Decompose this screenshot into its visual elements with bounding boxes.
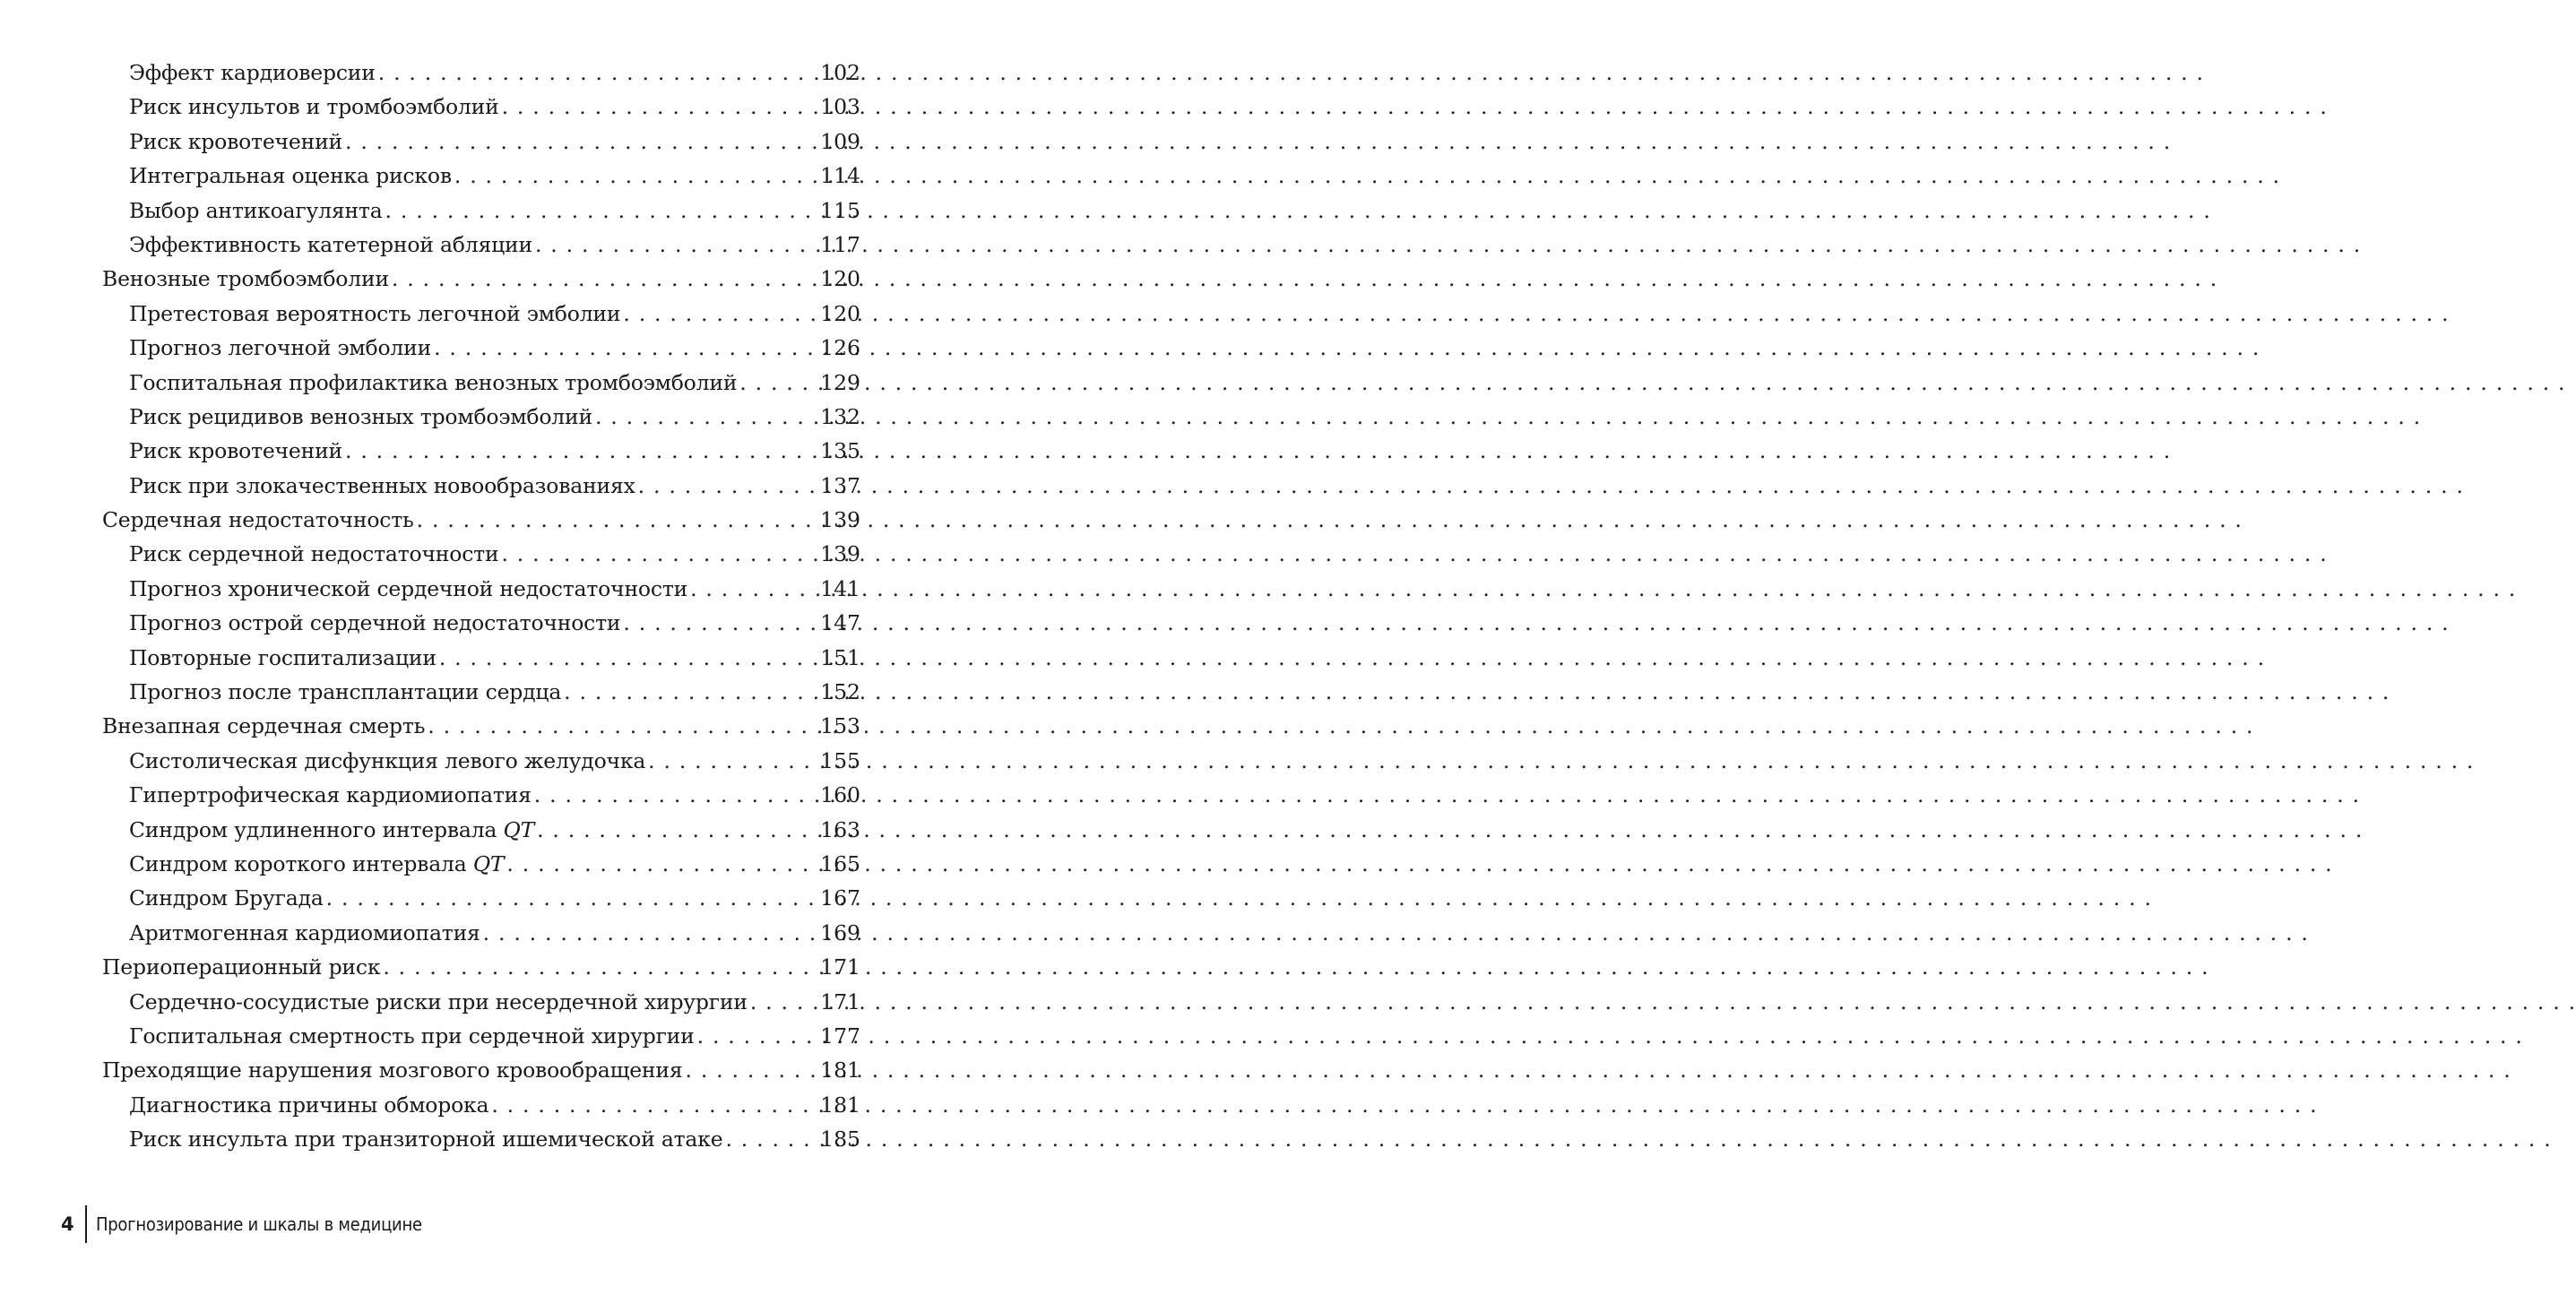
toc-dot-leader xyxy=(685,1053,817,1087)
toc-dot-leader xyxy=(491,1088,817,1122)
toc-subsection xyxy=(102,159,860,193)
toc-dot-leader xyxy=(383,950,817,984)
toc-dot-leader xyxy=(378,56,817,90)
toc-subsection xyxy=(102,1122,860,1156)
toc-entry-title: Внезапная сердечная смерть xyxy=(102,713,426,739)
toc-entry-title: Сердечно-сосудистые риски при несердечной хирургии xyxy=(129,988,748,1014)
toc-subsection xyxy=(102,641,860,675)
toc-subsection xyxy=(102,1088,860,1122)
toc-entry-page: 109 xyxy=(820,128,860,154)
toc-subsection xyxy=(102,606,860,640)
toc-entry-title: Риск кровотечений xyxy=(129,128,342,154)
toc-entry-page: 153 xyxy=(820,713,860,739)
toc-dot-leader xyxy=(326,881,817,915)
toc-dot-leader xyxy=(534,778,817,812)
toc-dot-leader xyxy=(454,159,817,193)
toc-subsection xyxy=(102,228,860,262)
toc-entry-title: Систолическая дисфункция левого желудочка xyxy=(129,747,646,773)
toc-entry-title: Госпитальная профилактика венозных тромбоэмболий xyxy=(129,369,738,395)
toc-entry-page: 120 xyxy=(820,300,860,326)
toc-section xyxy=(102,709,860,743)
toc-dot-leader xyxy=(428,709,817,743)
toc-subsection xyxy=(102,125,860,159)
toc-dot-leader xyxy=(739,366,817,400)
toc-entry-page: 120 xyxy=(820,266,860,292)
toc-entry-page: 152 xyxy=(820,679,860,705)
toc-entry-page: 102 xyxy=(820,60,860,85)
toc-dot-leader xyxy=(385,194,818,228)
toc-subsection xyxy=(102,297,860,331)
footer-divider xyxy=(85,1205,87,1243)
footer-page-number: 4 xyxy=(61,1213,74,1235)
toc-dot-leader xyxy=(750,985,817,1019)
toc-entry-title: Венозные тромбоэмболии xyxy=(102,266,389,292)
toc-subsection xyxy=(102,331,860,365)
toc-subsection xyxy=(102,434,860,468)
toc-entry-page: 160 xyxy=(820,782,860,808)
toc-dot-leader xyxy=(483,916,817,950)
toc-subsection xyxy=(102,56,860,90)
toc-dot-leader xyxy=(648,744,817,778)
toc-entry-title: Эффективность катетерной абляции xyxy=(129,231,532,257)
toc-dot-leader xyxy=(690,572,817,606)
toc-dot-leader xyxy=(439,641,817,675)
toc-entry-title: Риск инсультов и тромбоэмболий xyxy=(129,94,499,120)
toc-entry-title: Риск сердечной недостаточности xyxy=(129,541,499,567)
toc-subsection xyxy=(102,400,860,434)
toc-subsection xyxy=(102,469,860,503)
page-footer xyxy=(61,1206,458,1242)
toc-entry-page: 115 xyxy=(820,197,860,223)
toc-section xyxy=(102,950,860,984)
toc-subsection xyxy=(102,744,860,778)
toc-entry-page: 126 xyxy=(820,335,860,361)
toc-entry-title: Риск при злокачественных новообразованиях xyxy=(129,472,635,498)
toc-dot-leader xyxy=(501,537,817,571)
toc-entry-title: Прогноз хронической сердечной недостаточности xyxy=(129,575,688,601)
toc-dot-leader xyxy=(564,675,817,709)
toc-entry-page: 177 xyxy=(820,1023,860,1049)
toc-entry-page: 129 xyxy=(820,369,860,395)
toc-subsection xyxy=(102,847,860,881)
toc-subsection xyxy=(102,916,860,950)
toc-entry-title: Выбор антикоагулянта xyxy=(129,197,383,223)
toc-entry-title: Периоперационный риск xyxy=(102,954,381,980)
toc-entry-page: 171 xyxy=(820,988,860,1014)
toc-entry-page: 181 xyxy=(820,1092,860,1118)
toc-entry-title: Госпитальная смертность при сердечной хирургии xyxy=(129,1023,695,1049)
footer-book-title: Прогнозирование и шкалы в медицине xyxy=(95,1213,422,1235)
toc-entry-title: Риск кровотечений xyxy=(129,438,342,464)
toc-entry-page: 114 xyxy=(820,163,860,189)
toc-section xyxy=(102,1053,860,1087)
toc-entry-title: Преходящие нарушения мозгового кровообращения xyxy=(102,1057,683,1083)
toc-dot-leader xyxy=(502,90,818,124)
toc-dot-leader xyxy=(725,1122,817,1156)
toc-dot-leader xyxy=(623,606,817,640)
toc-entry-page: 181 xyxy=(820,1057,860,1083)
toc-entry-page: 185 xyxy=(820,1126,860,1152)
toc-subsection xyxy=(102,985,860,1019)
toc-entry-page: 139 xyxy=(820,541,860,567)
toc-subsection xyxy=(102,881,860,915)
toc-entry-page: 103 xyxy=(820,94,860,120)
toc-entry-title: Прогноз острой сердечной недостаточности xyxy=(129,610,621,636)
toc-entry-title: Синдром короткого интервала QT xyxy=(129,850,505,876)
toc-entry-title: Диагностика причины обморока xyxy=(129,1092,489,1118)
toc-entry-title: Риск рецидивов венозных тромбоэмболий xyxy=(129,403,592,429)
toc-entry-title: Риск инсульта при транзиторной ишемической атаке xyxy=(129,1126,723,1152)
toc-entry-title: Прогноз после трансплантации сердца xyxy=(129,679,562,705)
toc-section xyxy=(102,503,860,537)
toc-subsection xyxy=(102,366,860,400)
toc-entry-title: Эффект кардиоверсии xyxy=(129,60,376,85)
toc-entry-page: 132 xyxy=(820,403,860,429)
toc-dot-leader xyxy=(417,503,818,537)
toc-dot-leader xyxy=(595,400,817,434)
toc-entry-page: 155 xyxy=(820,747,860,773)
toc-dot-leader xyxy=(434,331,817,365)
toc-entry-title: Повторные госпитализации xyxy=(129,644,437,670)
toc-dot-leader xyxy=(506,847,817,881)
toc-entry-title: Прогноз легочной эмболии xyxy=(129,335,432,361)
toc-dot-leader xyxy=(638,469,817,503)
toc-subsection xyxy=(102,813,860,847)
toc-entry-page: 163 xyxy=(820,816,860,842)
toc-subsection xyxy=(102,778,860,812)
toc-dot-leader xyxy=(697,1019,818,1053)
toc-dot-leader xyxy=(392,262,817,296)
toc-entry-page: 167 xyxy=(820,885,860,911)
toc-dot-leader xyxy=(537,813,817,847)
toc-entry-page: 141 xyxy=(820,575,860,601)
toc-entry-title: Сердечная недостаточность xyxy=(102,507,414,533)
toc-entry-title: Синдром удлиненного интервала QT xyxy=(129,816,535,842)
toc-entry-title: Претестовая вероятность легочной эмболии xyxy=(129,300,621,326)
toc-entry-title: Интегральная оценка рисков xyxy=(129,163,452,189)
toc-dot-leader xyxy=(623,297,817,331)
toc-section xyxy=(102,262,860,296)
toc-dot-leader xyxy=(345,434,817,468)
toc-subsection xyxy=(102,194,860,228)
toc-entry-page: 147 xyxy=(820,610,860,636)
toc-subsection xyxy=(102,90,860,124)
toc-subsection xyxy=(102,572,860,606)
toc-subsection xyxy=(102,675,860,709)
toc-entry-page: 117 xyxy=(820,231,860,257)
toc-subsection xyxy=(102,1019,860,1053)
toc-dot-leader xyxy=(345,125,817,159)
toc-subsection xyxy=(102,537,860,571)
toc-entry-title: Аритмогенная кардиомиопатия xyxy=(129,919,480,945)
toc-entry-title: Гипертрофическая кардиомиопатия xyxy=(129,782,532,808)
toc-entry-title: Синдром Бругада xyxy=(129,885,324,911)
toc-entry-page: 139 xyxy=(820,507,860,533)
toc-dot-leader xyxy=(535,228,817,262)
toc-entry-page: 165 xyxy=(820,850,860,876)
toc-entry-page: 171 xyxy=(820,954,860,980)
toc-entry-page: 169 xyxy=(820,919,860,945)
table-of-contents xyxy=(102,56,860,1157)
toc-entry-page: 137 xyxy=(820,472,860,498)
toc-entry-page: 135 xyxy=(820,438,860,464)
toc-entry-page: 151 xyxy=(820,644,860,670)
